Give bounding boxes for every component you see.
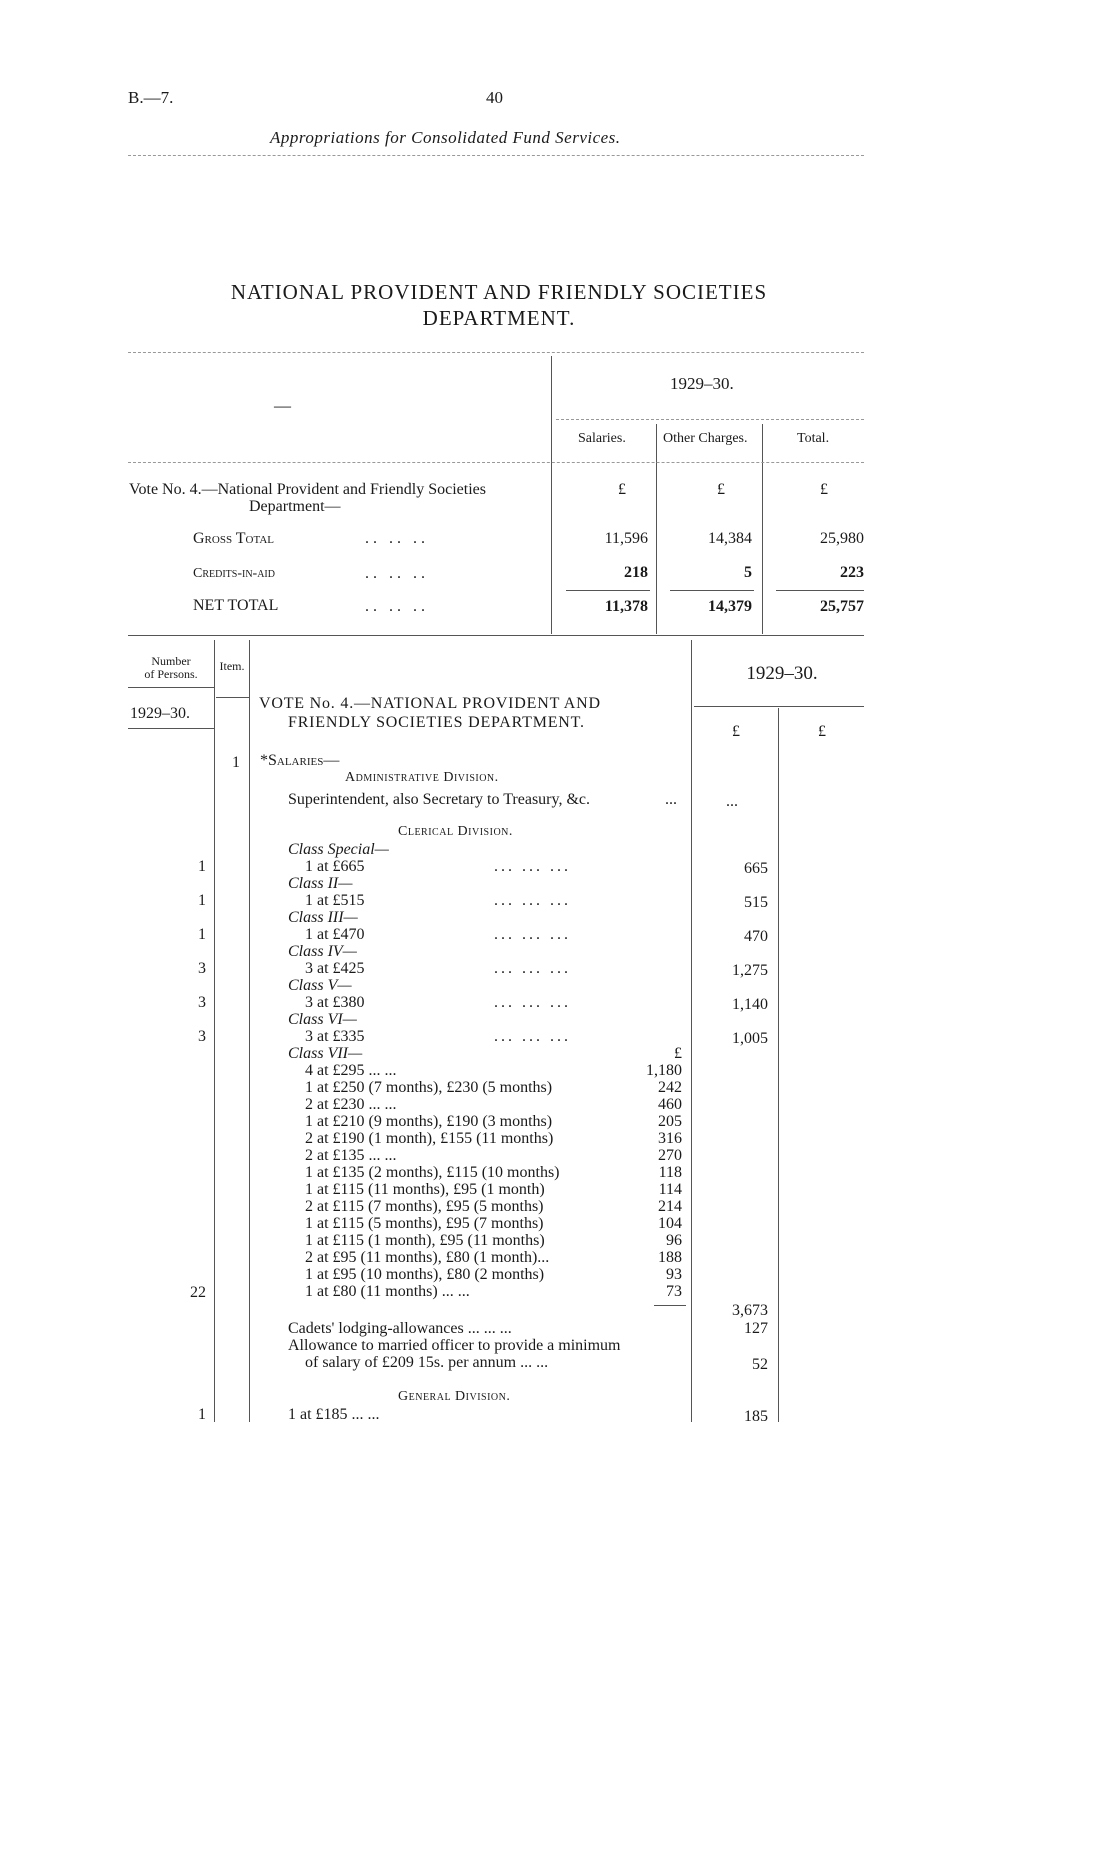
vote-title: VOTE No. 4.—NATIONAL PROVIDENT AND <box>259 695 601 712</box>
superintendent-label: Superintendent, also Secretary to Treasury, &c. <box>288 791 591 808</box>
pound-col-2: £ <box>818 723 826 740</box>
summary-row-label-credits: Credits-in-aid <box>193 566 275 581</box>
class-detail: 1 at £515 <box>305 892 365 909</box>
summary-divider <box>551 356 552 634</box>
admin-division-heading: Administrative Division. <box>345 770 499 785</box>
class-persons: 3 <box>198 960 206 977</box>
summary-net-other: 14,379 <box>708 598 752 615</box>
class-vii-amount: 96 <box>666 1232 682 1249</box>
class-vii-amount: 270 <box>658 1147 682 1164</box>
class-label: Class II— <box>288 875 353 892</box>
class-vii-item: 2 at £95 (11 months), £80 (1 month)... <box>305 1249 550 1266</box>
col-header-persons: Number <box>151 654 191 668</box>
class-detail: 3 at £425 <box>305 960 365 977</box>
amount-column-divider <box>691 640 692 1422</box>
class-vii-item: 1 at £115 (11 months), £95 (1 month) <box>305 1181 545 1198</box>
class-vii-amount: 1,180 <box>646 1062 682 1079</box>
page-number: 40 <box>486 88 503 107</box>
class-vii-amount: 316 <box>658 1130 682 1147</box>
summary-vote-label: Vote No. 4.—National Provident and Friendly Societies <box>129 481 486 498</box>
salaries-heading: *Salaries— <box>260 752 340 769</box>
summary-gross-other: 14,384 <box>708 530 752 547</box>
summary-row-label-gross: Gross Total <box>193 530 275 547</box>
detail-year: 1929–30. <box>746 663 818 684</box>
summary-row-dots: .. .. .. <box>365 565 429 582</box>
department-title-line2: DEPARTMENT. <box>422 306 576 330</box>
class-amount: 1,005 <box>732 1030 768 1047</box>
class-detail: 1 at £665 <box>305 858 365 875</box>
summary-credits-total: 223 <box>840 564 864 581</box>
class-vii-amount: 73 <box>666 1283 682 1300</box>
class-label: Class III— <box>288 909 358 926</box>
document-reference: B.—7. <box>128 88 174 107</box>
class-amount: 1,275 <box>732 962 768 979</box>
detail-year-rule <box>694 706 864 707</box>
col-header-persons-2: of Persons. <box>144 667 198 681</box>
summary-sum-rule-3 <box>776 590 864 591</box>
general-label: 1 at £185 ... ... <box>288 1406 380 1423</box>
class-vii-item: 1 at £250 (7 months), £230 (5 months) <box>305 1079 553 1096</box>
summary-currency-total: £ <box>820 481 828 498</box>
amount-subcolumn-divider <box>778 708 779 1422</box>
summary-row-dots: .. .. .. <box>365 598 429 615</box>
item-number: 1 <box>232 754 240 771</box>
summary-col-other: Other Charges. <box>663 431 748 446</box>
class-persons: 1 <box>198 858 206 875</box>
class-vii-amount: 188 <box>658 1249 682 1266</box>
persons-year: 1929–30. <box>130 705 190 722</box>
summary-gross-total: 25,980 <box>820 530 864 547</box>
persons-column-divider <box>214 640 215 1422</box>
class-vii-item: 1 at £210 (9 months), £190 (3 months) <box>305 1113 553 1130</box>
class-vii-item: 2 at £115 (7 months), £95 (5 months) <box>305 1198 544 1215</box>
col-header-item: Item. <box>219 659 245 673</box>
general-persons: 1 <box>198 1406 206 1423</box>
allowance-label: Allowance to married officer to provide a minimum <box>288 1337 621 1354</box>
class-vii-amount: 114 <box>658 1181 682 1198</box>
allowance-amount: 52 <box>752 1356 768 1373</box>
class-vii-item: 2 at £135 ... ... <box>305 1147 397 1164</box>
summary-col-salaries: Salaries. <box>578 431 626 446</box>
class-vii-amount: 214 <box>658 1198 682 1215</box>
general-amount: 185 <box>744 1408 768 1425</box>
vote-title-2: FRIENDLY SOCIETIES DEPARTMENT. <box>288 714 585 731</box>
cadets-label: Cadets' lodging-allowances ... ... ... <box>288 1320 512 1337</box>
class-dots: ... ... ... <box>494 994 571 1011</box>
department-title: NATIONAL PROVIDENT AND FRIENDLY SOCIETIES <box>230 280 768 304</box>
summary-gross-salaries: 11,596 <box>604 530 648 547</box>
class-persons: 1 <box>198 892 206 909</box>
class-vii-sum-rule <box>654 1305 686 1306</box>
class-vii-item: 4 at £295 ... ... <box>305 1062 397 1079</box>
class-vii-pound: £ <box>674 1045 682 1062</box>
class-vii-amount: 118 <box>658 1164 682 1181</box>
pound-col-1: £ <box>732 723 740 740</box>
summary-top-rule <box>128 352 864 353</box>
superintendent-amount: ... <box>726 793 738 810</box>
summary-credits-salaries: 218 <box>624 564 648 581</box>
summary-col-divider-1 <box>656 424 657 634</box>
class-dots: ... ... ... <box>494 858 571 875</box>
summary-sum-rule-2 <box>670 590 754 591</box>
page-subtitle: Appropriations for Consolidated Fund Services. <box>270 128 621 147</box>
class-amount: 665 <box>744 860 768 877</box>
summary-currency-salaries: £ <box>618 481 626 498</box>
summary-net-salaries: 11,378 <box>604 598 648 615</box>
class-dots: ... ... ... <box>494 926 571 943</box>
summary-bottom-rule <box>128 635 864 636</box>
cadets-amount: 127 <box>744 1320 768 1337</box>
summary-year: 1929–30. <box>670 374 734 393</box>
persons-year-rule <box>128 728 214 729</box>
summary-vote-label-2: Department— <box>249 498 341 515</box>
class-dots: ... ... ... <box>494 892 571 909</box>
superintendent-dots: ... <box>665 791 677 808</box>
class-persons: 1 <box>198 926 206 943</box>
class-detail: 3 at £335 <box>305 1028 365 1045</box>
summary-row-dots: .. .. .. <box>365 530 429 547</box>
summary-row-label-net: NET TOTAL <box>193 597 279 614</box>
summary-col-total: Total. <box>797 431 830 446</box>
class-dots: ... ... ... <box>494 960 571 977</box>
summary-sum-rule-1 <box>566 590 650 591</box>
class-label: Class VI— <box>288 1011 357 1028</box>
summary-header-rule <box>128 462 864 463</box>
class-vii-item: 2 at £190 (1 month), £155 (11 months) <box>305 1130 554 1147</box>
summary-dash: — <box>274 396 291 415</box>
general-division-heading: General Division. <box>398 1389 511 1404</box>
item-column-divider <box>249 640 250 1422</box>
class-dots: ... ... ... <box>494 1028 571 1045</box>
class-persons: 3 <box>198 1028 206 1045</box>
class-vii-label: Class VII— <box>288 1045 363 1062</box>
class-vii-total: 3,673 <box>732 1302 768 1319</box>
class-vii-amount: 93 <box>666 1266 682 1283</box>
class-vii-item: 1 at £95 (10 months), £80 (2 months) <box>305 1266 545 1283</box>
summary-col-divider-2 <box>762 424 763 634</box>
summary-net-total: 25,757 <box>820 598 864 615</box>
clerical-division-heading: Clerical Division. <box>398 824 513 839</box>
summary-year-rule <box>556 419 864 420</box>
class-vii-item: 2 at £230 ... ... <box>305 1096 397 1113</box>
class-vii-item: 1 at £80 (11 months) ... ... <box>305 1283 470 1300</box>
summary-currency-other: £ <box>717 481 725 498</box>
summary-credits-other: 5 <box>744 564 752 581</box>
item-header-rule <box>216 697 249 698</box>
header-rule <box>128 155 864 156</box>
class-vii-item: 1 at £115 (1 month), £95 (11 months) <box>305 1232 545 1249</box>
class-vii-amount: 242 <box>658 1079 682 1096</box>
class-label: Class Special— <box>288 841 389 858</box>
class-label: Class IV— <box>288 943 357 960</box>
class-vii-item: 1 at £135 (2 months), £115 (10 months) <box>305 1164 560 1181</box>
class-vii-amount: 205 <box>658 1113 682 1130</box>
class-amount: 515 <box>744 894 768 911</box>
class-vii-amount: 460 <box>658 1096 682 1113</box>
class-vii-persons: 22 <box>190 1284 206 1301</box>
class-amount: 470 <box>744 928 768 945</box>
class-persons: 3 <box>198 994 206 1011</box>
class-vii-item: 1 at £115 (5 months), £95 (7 months) <box>305 1215 544 1232</box>
class-amount: 1,140 <box>732 996 768 1013</box>
class-detail: 1 at £470 <box>305 926 365 943</box>
allowance-label-2: of salary of £209 15s. per annum ... ... <box>305 1354 549 1371</box>
class-detail: 3 at £380 <box>305 994 365 1011</box>
class-label: Class V— <box>288 977 352 994</box>
persons-header-rule <box>128 687 214 688</box>
class-vii-amount: 104 <box>658 1215 682 1232</box>
